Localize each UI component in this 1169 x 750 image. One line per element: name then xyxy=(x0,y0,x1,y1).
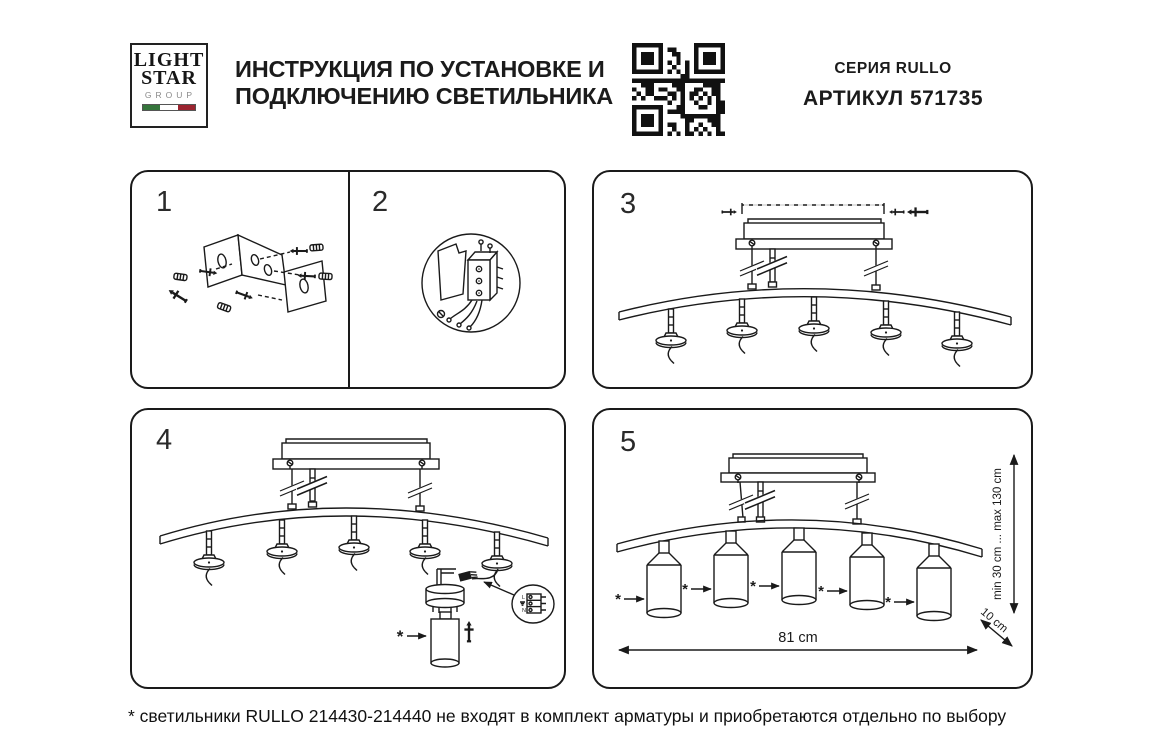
lamp-holder xyxy=(942,312,972,367)
title-line-2: ПОДКЛЮЧЕНИЮ СВЕТИЛЬНИКА xyxy=(235,83,613,109)
panel-step-1-2 xyxy=(130,170,566,389)
canopy xyxy=(736,219,892,249)
dimension-depth xyxy=(978,606,1012,646)
page-title xyxy=(235,56,613,110)
screw-icon xyxy=(907,207,928,216)
wall-anchor-icon xyxy=(217,302,231,312)
suspension-rod xyxy=(297,469,327,507)
suspension-rod xyxy=(745,482,775,522)
article-label: АРТИКУЛ 571735 xyxy=(802,87,984,110)
flag-white xyxy=(160,105,177,110)
lamp-holder xyxy=(656,309,686,364)
series-block xyxy=(778,60,1008,111)
asterisk-marker xyxy=(682,581,711,598)
mounting-bar xyxy=(721,473,875,482)
lamp-holder xyxy=(267,520,297,575)
wall-anchor-icon xyxy=(174,273,188,281)
lamp-shade xyxy=(850,533,884,610)
canopy xyxy=(273,439,439,469)
logo-light: LIGHT xyxy=(133,49,205,71)
width-label: 81 cm xyxy=(778,630,818,646)
screw-icon xyxy=(166,286,189,305)
step-number-4: 4 xyxy=(156,424,173,456)
terminal-label-n: N xyxy=(522,608,526,614)
panel-step-5 xyxy=(592,408,1033,689)
lamp-holder xyxy=(194,531,224,586)
height-label: min 30 cm ... max 130 cm xyxy=(992,468,1004,600)
screw-icon xyxy=(722,209,737,216)
series-label: СЕРИЯ RULLO xyxy=(834,60,952,77)
logo-group: GROUP xyxy=(144,90,197,100)
lamp-holder xyxy=(410,520,440,575)
wall-anchor-icon xyxy=(319,273,332,280)
lamp-shade xyxy=(782,528,816,605)
flag-green xyxy=(143,105,160,110)
italy-flag-icon xyxy=(142,104,196,111)
terminal-detail xyxy=(512,585,554,623)
lamp-shade xyxy=(647,541,681,618)
step-number-5: 5 xyxy=(620,426,637,458)
asterisk-marker xyxy=(885,594,914,611)
step-number-1: 1 xyxy=(156,186,173,218)
svg-text:*: * xyxy=(615,591,621,608)
mounting-bracket xyxy=(204,235,326,312)
logo-star: STAR xyxy=(141,67,197,89)
lamp-holder xyxy=(339,516,369,571)
screw-icon xyxy=(290,247,308,255)
suspension-rod xyxy=(408,469,432,511)
suspension-rod xyxy=(864,249,888,290)
screw-icon xyxy=(464,621,473,642)
wires xyxy=(438,300,483,330)
mounting-bar xyxy=(736,239,892,249)
canopy xyxy=(721,454,875,482)
connector-block xyxy=(458,569,477,581)
lamp-shade xyxy=(714,531,748,608)
asterisk-marker xyxy=(818,583,847,600)
terminal-label-l: L xyxy=(522,595,526,601)
lamp-socket xyxy=(426,569,464,619)
step5-illustration xyxy=(594,410,1031,687)
depth-label: 10 cm xyxy=(978,606,1010,636)
dimension-width xyxy=(619,630,977,650)
title-line-1: ИНСТРУКЦИЯ ПО УСТАНОВКЕ И xyxy=(235,56,605,82)
terminal-block xyxy=(468,240,503,300)
asterisk-marker xyxy=(615,591,644,608)
qr-code-icon xyxy=(632,43,725,136)
flag-red xyxy=(178,105,195,110)
dimension-height xyxy=(992,455,1014,613)
svg-text:*: * xyxy=(750,578,756,595)
lamp-detail xyxy=(397,569,554,667)
ceiling-rail xyxy=(742,203,884,214)
step1-step2-illustration xyxy=(132,172,564,387)
svg-text:*: * xyxy=(818,583,824,600)
step3-illustration xyxy=(594,172,1031,387)
screw-icon xyxy=(889,209,904,216)
ground-symbol xyxy=(520,602,525,605)
step4-illustration xyxy=(132,410,564,687)
lamp-shade xyxy=(917,544,951,621)
screw-icon xyxy=(234,288,254,302)
lamp-shade xyxy=(431,619,459,667)
lamp-holder xyxy=(871,301,901,356)
svg-text:*: * xyxy=(682,581,688,598)
lightstar-logo xyxy=(130,43,208,128)
wiring-detail-circle xyxy=(422,234,520,332)
asterisk-marker xyxy=(750,578,779,595)
lamp-holder xyxy=(727,299,757,354)
footnote: * светильники RULLO 214430-214440 не входят в комплект арматуры и приобретаются отдельно по выбору xyxy=(128,706,1007,726)
panel-step-3 xyxy=(592,170,1033,389)
svg-text:*: * xyxy=(885,594,891,611)
step-number-2: 2 xyxy=(372,186,389,218)
suspension-rod xyxy=(845,482,869,524)
step-number-3: 3 xyxy=(620,188,637,220)
asterisk-marker: * xyxy=(396,627,404,646)
lamp-holder xyxy=(799,297,829,352)
panel-step-4 xyxy=(130,408,566,689)
wall-anchor-icon xyxy=(310,244,323,251)
canopy-cover xyxy=(438,244,466,300)
suspension-rod xyxy=(757,249,787,287)
mounting-bar xyxy=(273,459,439,469)
